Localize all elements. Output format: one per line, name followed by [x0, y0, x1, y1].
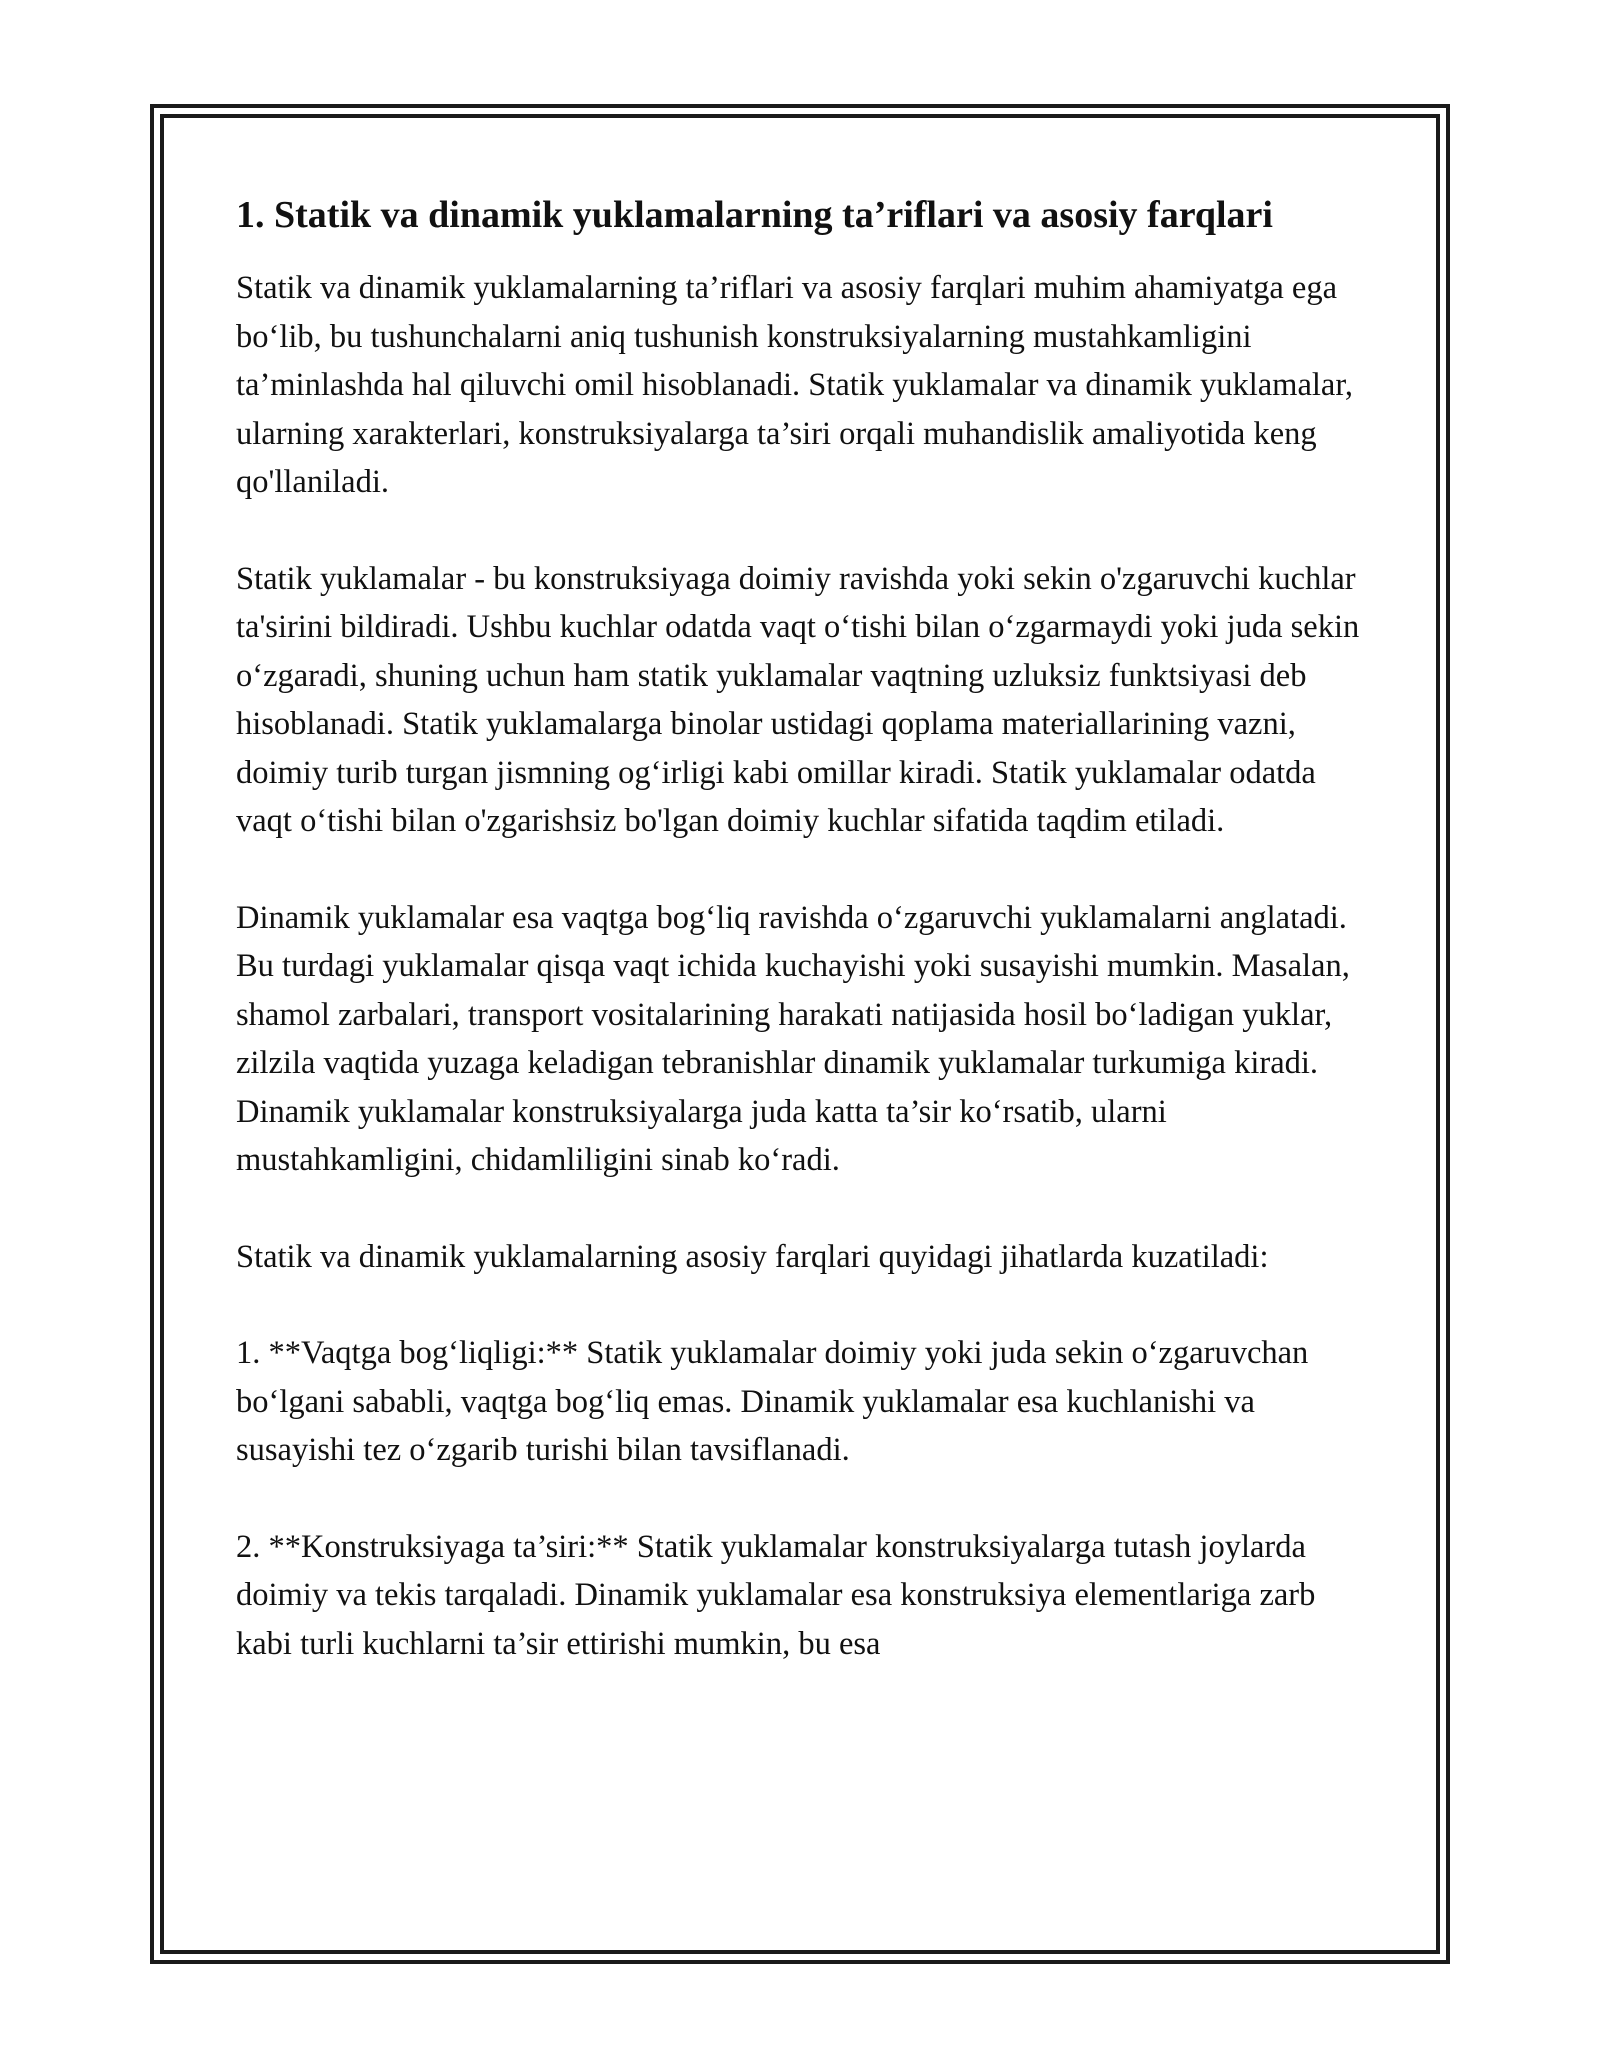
paragraph-static-loads: Statik yuklamalar - bu konstruksiyaga doimiy ravishda yoki sekin o'zgaruvchi kuchlar ta'sirini bildiradi. Ushbu kuchlar odatda vaqt o‘tishi bilan o‘zgarmaydi yoki juda sekin o‘zgaradi, shuning uchun ham statik yuklamalar vaqtning uzluksiz funktsiyasi deb hisoblanadi. Statik yuklamalarga binolar ustidagi qoplama materiallarining vazni, doimiy turib turgan jismning og‘irligi kabi omillar kiradi. Statik yuklamalar odatda vaqt o‘tishi bilan o'zgarishsiz bo'lgan doimiy kuchlar sifatida taqdim etiladi. [236, 560, 1360, 839]
document-body [236, 188, 1376, 1716]
paragraph-differences-intro: Statik va dinamik yuklamalarning asosiy farqlari quyidagi jihatlarda kuzatiladi: [236, 1238, 1269, 1275]
list-item-structural-effect: 2. **Konstruksiyaga ta’siri:** Statik yuklamalar konstruksiyalarga tutash joylarda doimiy va tekis tarqaladi. Dinamik yuklamalar esa konstruksiya elementlariga zarb kabi turli kuchlarni ta’sir ettirishi mumkin, bu esa [236, 1528, 1316, 1662]
paragraph-dynamic-loads: Dinamik yuklamalar esa vaqtga bog‘liq ravishda o‘zgaruvchi yuklamalarni anglatadi. Bu turdagi yuklamalar qisqa vaqt ichida kuchayishi yoki susayishi mumkin. Masalan, shamol zarbalari, transport vositalarining harakati natijasida hosil bo‘ladigan yuklar, zilzila vaqtida yuzaga keladigan tebranishlar dinamik yuklamalar turkumiga kiradi. Dinamik yuklamalar konstruksiyalarga juda katta ta’sir ko‘rsatib, ularni mustahkamligini, chidamliligini sinab ko‘radi. [236, 899, 1350, 1178]
paragraph-definitions-intro: Statik va dinamik yuklamalarning ta’riflari va asosiy farqlari muhim ahamiyatga ega bo‘lib, bu tushunchalarni aniq tushunish konstruksiyalarning mustahkamligini ta’minlashda hal qiluvchi omil hisoblanadi. Statik yuklamalar va dinamik yuklamalar, ularning xarakterlari, konstruksiyalarga ta’siri orqali muhandislik amaliyotida keng qo'llaniladi. [236, 270, 1353, 500]
section-heading: 1. Statik va dinamik yuklamalarning ta’riflari va asosiy farqlari [236, 194, 1273, 236]
list-item-time-dependence: 1. **Vaqtga bog‘liqligi:** Statik yuklamalar doimiy yoki juda sekin o‘zgaruvchan bo‘lgani sababli, vaqtga bog‘liq emas. Dinamik yuklamalar esa kuchlanishi va susayishi tez o‘zgarib turishi bilan tavsiflanadi. [236, 1335, 1309, 1468]
